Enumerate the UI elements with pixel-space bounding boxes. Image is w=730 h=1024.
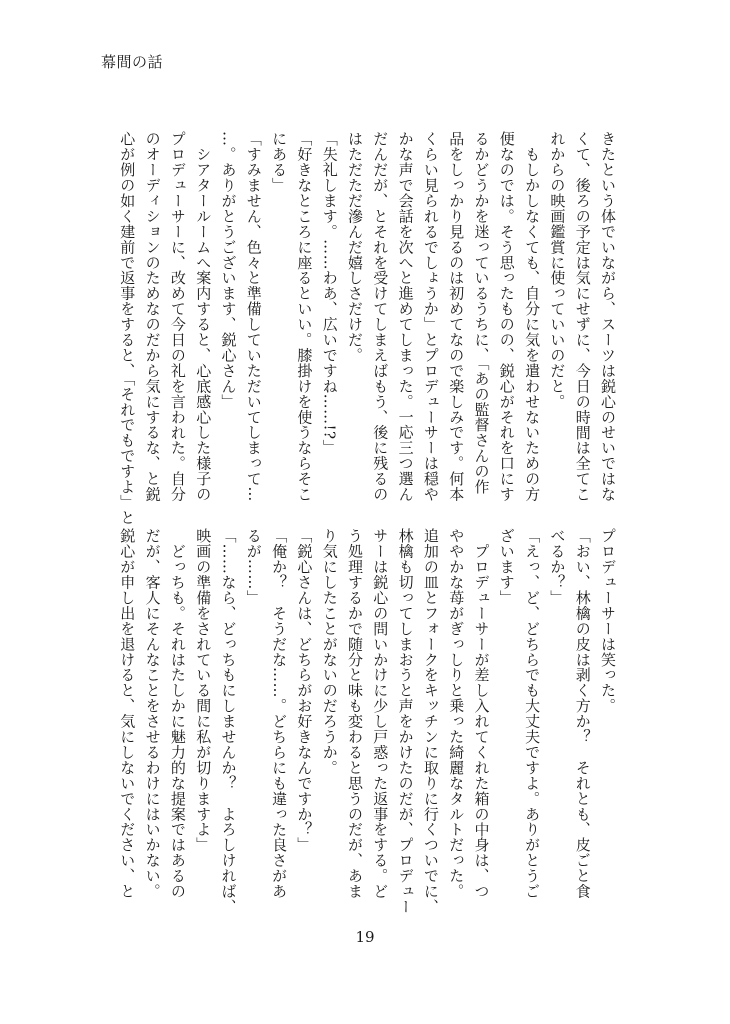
- text-line: 「鋭心さんは、どちらがお好きなんですか？」: [295, 528, 314, 853]
- text-line: だんだが、とそれを受けてしまえばもう、後に残るの: [371, 131, 390, 502]
- text-line: 「えっ、ど、どちらでも大丈夫ですよ。ありがとうご: [523, 528, 542, 899]
- text-line: シアタールームへ案内すると、心底感心した様子の: [194, 131, 213, 502]
- text-line: はただただ滲んだ嬉しさだけだ。: [346, 131, 364, 363]
- text-line: プロデューサーに、改めて今日の礼を言われた。自分: [168, 131, 187, 502]
- text-line: 追加の皿とフォークをキッチンに取りに行くついでに、: [421, 528, 440, 915]
- page-number: 19: [355, 928, 375, 946]
- text-line: のオーディションのためなのだから気にするな、と鋭: [143, 131, 162, 502]
- text-line: だが、客人にそんなことをさせるわけにはいかない。: [143, 528, 162, 899]
- running-header: 幕間の話: [101, 53, 164, 71]
- text-line: プロデューサーは笑った。: [599, 528, 617, 714]
- text-line: 「失礼します。……わあ、広いですね……!?」: [320, 131, 339, 455]
- text-line: もしかしなくても、自分に気を遣わせないための方: [523, 131, 542, 502]
- text-line: 「すみません、色々と準備していただいてしまって…: [244, 131, 263, 502]
- text-line: う処理するかで随分と味も変わると思うのだが、あま: [346, 528, 364, 899]
- text-line: どっちも。それはたしかに魅力的な提案ではあるの: [168, 528, 187, 899]
- text-line: …。ありがとうございます、鋭心さん」: [219, 131, 238, 410]
- text-block-bottom: [110, 528, 620, 915]
- text-line: り気にしたことがないのだろうか。: [320, 528, 339, 776]
- text-line: るかどうかを迷っているうちに、「あの監督さんの作: [472, 131, 491, 495]
- text-line: 品をしっかり見るのは初めてなので楽しみです。何本: [447, 131, 466, 502]
- text-line: くらい見られるでしょうか」とプロデューサーは穏や: [421, 131, 440, 502]
- text-line: ざいます」: [497, 528, 516, 606]
- text-line: ややかな苺がぎっしりと乗った綺麗なタルトだった。: [447, 528, 466, 899]
- text-line: 便なのでは。そう思ったものの、鋭心がそれを口にす: [497, 131, 516, 502]
- text-line: 心が例の如く建前で返事をすると、「それでもですよ」と: [118, 131, 137, 526]
- text-line: れからの映画鑑賞に使っていいのだと。: [548, 131, 567, 410]
- text-line: くて、後ろの予定は気にせずに、今日の時間は全てこ: [573, 131, 592, 502]
- text-line: サーは鋭心の問いかけに少し戸惑った返事をする。ど: [371, 528, 390, 899]
- text-line: かな声で会話を次へと進めてしまった。一応三つ選ん: [396, 131, 415, 502]
- text-line: るが……」: [244, 528, 263, 606]
- text-line: 「俺か？ そうだな……。どちらにも違った良さがあ: [270, 528, 289, 899]
- text-line: 鋭心が申し出を退けると、気にしないでください、と: [118, 528, 137, 899]
- text-line: にある」: [270, 131, 289, 193]
- text-line: 「好きなところに座るといい。膝掛けを使うならそこ: [295, 131, 314, 502]
- text-line: きたという体でいながら、スーツは鋭心のせいではな: [599, 131, 617, 502]
- text-line: 映画の準備をされている間に私が切りますよ」: [194, 528, 213, 853]
- text-line: べるか？」: [548, 528, 567, 606]
- text-line: 「……なら、どっちもにしませんか？ よろしければ、: [219, 528, 238, 915]
- text-line: 「おい、林檎の皮は剥く方か？ それとも、皮ごと食: [573, 528, 592, 899]
- text-line: 林檎も切ってしまおうと声をかけたのだが、プロデュー: [396, 528, 415, 915]
- text-block-top: [110, 131, 620, 526]
- text-line: プロデューサーが差し入れてくれた箱の中身は、つ: [472, 528, 491, 899]
